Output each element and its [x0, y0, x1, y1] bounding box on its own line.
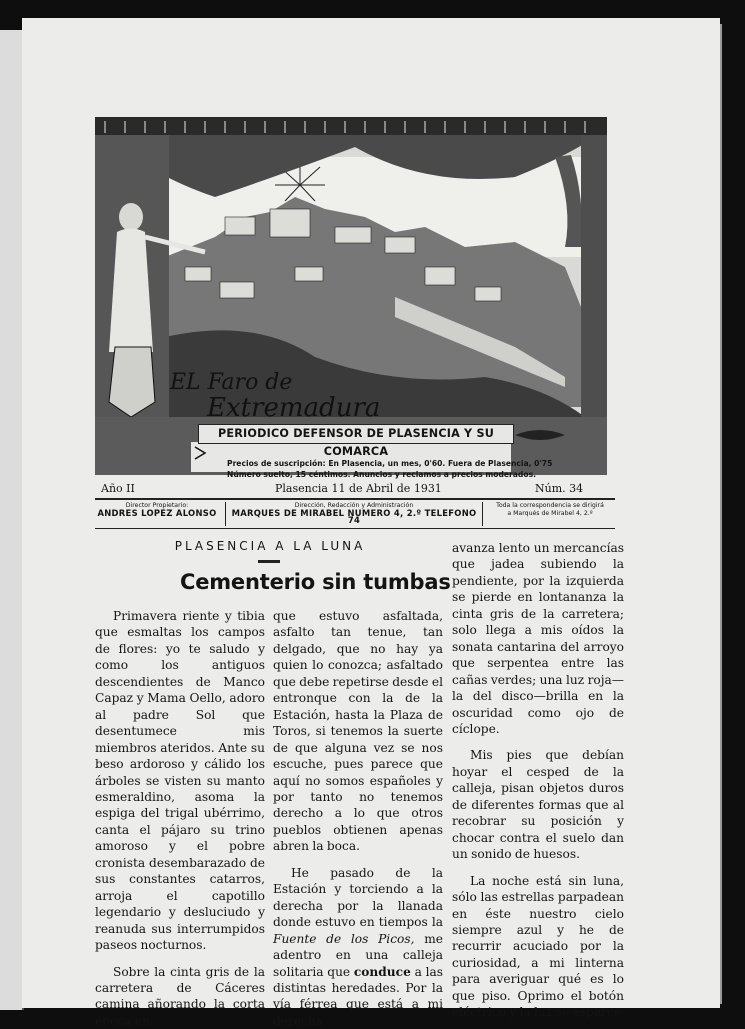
issue-info-bar [95, 480, 615, 528]
article-column-1 [95, 608, 265, 1029]
article-column-3 [452, 540, 624, 1021]
issue-number: Núm. 34 [535, 482, 584, 495]
text-run: a las distintas heredades. Por la vía férrea que está a mi derecha [273, 964, 443, 1028]
paragraph: que estuvo asfaltada, asfalto tan tenue, tan delgado, que no hay ya quien lo conozca; asfaltado que debe repetirse desde el entronque con la de la Estación, hasta la Plaza de Toros, si tenemos la suerte de que alguna vez se nos escuche, pues parece que aquí no somos españoles y por tanto no tenemos derecho a lo que otros pueblos obtienen apenas abren la boca. [273, 609, 443, 854]
masthead-subtitle-banner: PERIODICO DEFENSOR DE PLASENCIA Y SU COMARCA [198, 424, 514, 444]
masthead-title-line1: EL Faro de [170, 370, 293, 395]
correspondence-line-1: Toda la correspondencia se dirigirá [496, 502, 604, 509]
director-label: Director Propietario: [125, 502, 189, 509]
paragraph: La noche está sin luna, sólo las estrellas parpadean en éste nuestro cielo siempre azul y he de recurrir acuciado por la curiosidad, a mi linterna para averiguar qué es lo que piso. Oprimo el botón eléctrico y la luz se esparce [452, 873, 624, 1020]
info-divider-bottom [95, 528, 615, 529]
administration-label: Dirección, Redacción y Administración [294, 502, 414, 509]
paragraph: Primavera riente y tibia que esmaltas los campos de flores: yo te saludo y como los antiguos descendientes de Manco Capaz y Mama Oello, adoro al padre Sol que desentumece mis miembros ateridos. Ante su beso ardoroso y cálido los árboles se visten su manto esmeraldino, asoma la espiga del trigal ubérrimo, canta el pájaro su trino amoroso y el pobre cronista desembarazado de sus constantes catarros, arroja el capotillo legendario y desluciudo y reanuda sus interrumpidos paseos nocturnos. [95, 609, 265, 953]
price-line-1: Precios de suscripción: En Plasencia, un mes, 0'60. Fuera de Plasencia, 0'75 [227, 459, 553, 468]
administration-box [225, 502, 483, 526]
masthead-title-line2: Extremadura [207, 393, 381, 423]
paragraph [273, 865, 443, 1029]
price-line-2: Número suelto, 15 céntimos. Anuncios y reclamos a precios moderados. [227, 470, 536, 479]
text-run: He pasado de la Estación y torciendo a la derecha por la llanada donde estuvo en tiempos la [273, 865, 443, 930]
director-name: ANDRES LOPEZ ALONSO [97, 507, 217, 518]
subscription-prices [227, 458, 597, 480]
correspondence-line-2: a Marqués de Mirabel 4, 2.º [507, 509, 593, 517]
info-divider-top [95, 498, 615, 500]
issue-year: Año II [101, 482, 135, 495]
text-run: me adentro en una calleja solitaria que [273, 931, 443, 979]
scan-left-page-edge [0, 30, 24, 1010]
article-headline: Cementerio sin tumbas [180, 570, 451, 594]
article-column-2 [273, 608, 443, 1029]
italic-place-name: Fuente de los Picos, [273, 931, 415, 946]
section-ornament [258, 560, 280, 563]
paragraph: Mis pies que debían hoyar el cesped de la calleja, pisan objetos duros de diferentes formas que al recobrar su posición y chocar contra el suelo dan un sonido de huesos. [452, 748, 624, 862]
correspondence-box [485, 502, 615, 526]
issue-date: Plasencia 11 de Abril de 1931 [275, 482, 442, 495]
section-title: PLASENCIA A LA LUNA [174, 539, 366, 553]
paragraph: avanza lento un mercancías que jadea subiendo la pendiente, por la izquierda se pierde en lontananza la cinta gris de la carretera; solo llega a mis oídos la sonata cantarina del arroyo que serpentea entre las cañas verdes; una luz roja—la del disco—brilla en la oscuridad como ojo de cíclope. [452, 541, 624, 736]
bold-word: conduce [353, 964, 411, 979]
paragraph: Sobre la cinta gris de la carretera de Cáceres camina añorando la corta época en [95, 964, 265, 1028]
director-box [95, 502, 219, 526]
administration-address: MARQUES DE MIRABEL NUMERO 4, 2.º TELEFONO 74 [231, 507, 477, 525]
